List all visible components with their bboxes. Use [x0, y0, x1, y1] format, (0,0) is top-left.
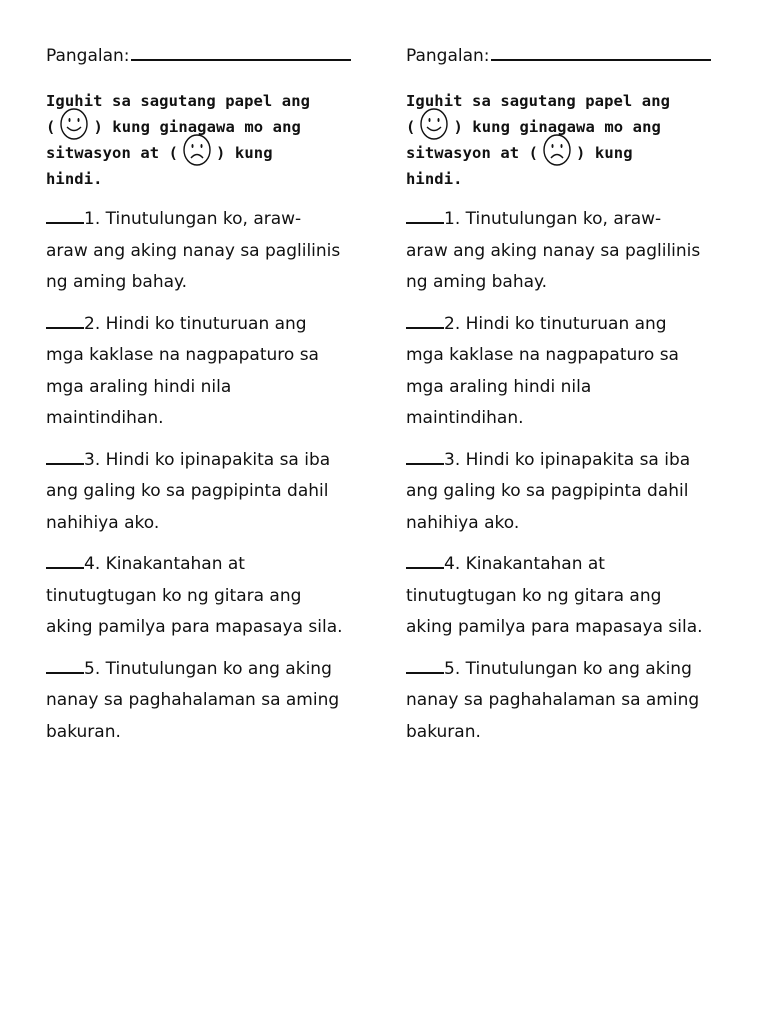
question-item-2: 2. Hindi ko tinuturuan ang mga kaklase na nagpapaturo sa mga araling hindi nila maintindihan. — [46, 313, 319, 428]
question-item-3: 3. Hindi ko ipinapakita sa iba ang galing ko sa pagpipinta dahil nahihiya ako. — [46, 449, 331, 533]
smiley-face-icon — [59, 108, 89, 140]
instruction-line-4: hindi. — [406, 170, 463, 188]
instruction-line-1: Iguhit sa sagutang papel ang — [406, 92, 671, 110]
name-blank[interactable] — [131, 42, 351, 61]
instruction — [406, 88, 736, 192]
answer-blank[interactable] — [46, 553, 84, 569]
name-blank[interactable] — [491, 42, 711, 61]
question-item-4: 4. Kinakantahan at tinutugtugan ko ng gitara ang aking pamilya para mapasaya sila. — [46, 554, 343, 637]
answer-blank[interactable] — [406, 658, 444, 674]
name-line — [46, 42, 376, 70]
instruction-line-4: hindi. — [46, 170, 103, 188]
answer-blank[interactable] — [46, 658, 84, 674]
sad-face-icon — [182, 134, 212, 166]
instruction-line-3: sitwasyon at ( ) kung — [46, 140, 376, 166]
question-list — [46, 204, 376, 748]
name-label: Pangalan: — [46, 46, 130, 66]
question-item-5: 5. Tinutulungan ko ang aking nanay sa paghahalaman sa aming bakuran. — [46, 658, 340, 742]
answer-blank[interactable] — [46, 313, 84, 329]
question-list — [406, 204, 736, 748]
question-item-3: 3. Hindi ko ipinapakita sa iba ang galing ko sa pagpipinta dahil nahihiya ako. — [406, 449, 691, 533]
question-item-1: 1. Tinutulungan ko, araw- araw ang aking nanay sa paglilinis ng aming bahay. — [46, 209, 341, 292]
name-line — [406, 42, 736, 70]
instruction-line-2: ( ) kung ginagawa mo ang — [46, 114, 376, 140]
instruction-line-1: Iguhit sa sagutang papel ang — [46, 92, 311, 110]
instruction-line-3: sitwasyon at ( ) kung — [406, 140, 736, 166]
answer-blank[interactable] — [406, 553, 444, 569]
question-item-5: 5. Tinutulungan ko ang aking nanay sa paghahalaman sa aming bakuran. — [406, 658, 700, 742]
smiley-face-icon — [419, 108, 449, 140]
answer-blank[interactable] — [46, 449, 84, 465]
question-item-4: 4. Kinakantahan at tinutugtugan ko ng gitara ang aking pamilya para mapasaya sila. — [406, 554, 703, 637]
answer-blank[interactable] — [406, 449, 444, 465]
instruction-line-2: ( ) kung ginagawa mo ang — [406, 114, 736, 140]
sad-face-icon — [542, 134, 572, 166]
answer-blank[interactable] — [46, 208, 84, 224]
worksheet-right — [406, 42, 736, 758]
answer-blank[interactable] — [406, 208, 444, 224]
question-item-1: 1. Tinutulungan ko, araw- araw ang aking nanay sa paglilinis ng aming bahay. — [406, 209, 701, 292]
name-label: Pangalan: — [406, 46, 490, 66]
worksheet-left — [46, 42, 376, 758]
question-item-2: 2. Hindi ko tinuturuan ang mga kaklase na nagpapaturo sa mga araling hindi nila maintindihan. — [406, 313, 679, 428]
instruction — [46, 88, 376, 192]
answer-blank[interactable] — [406, 313, 444, 329]
